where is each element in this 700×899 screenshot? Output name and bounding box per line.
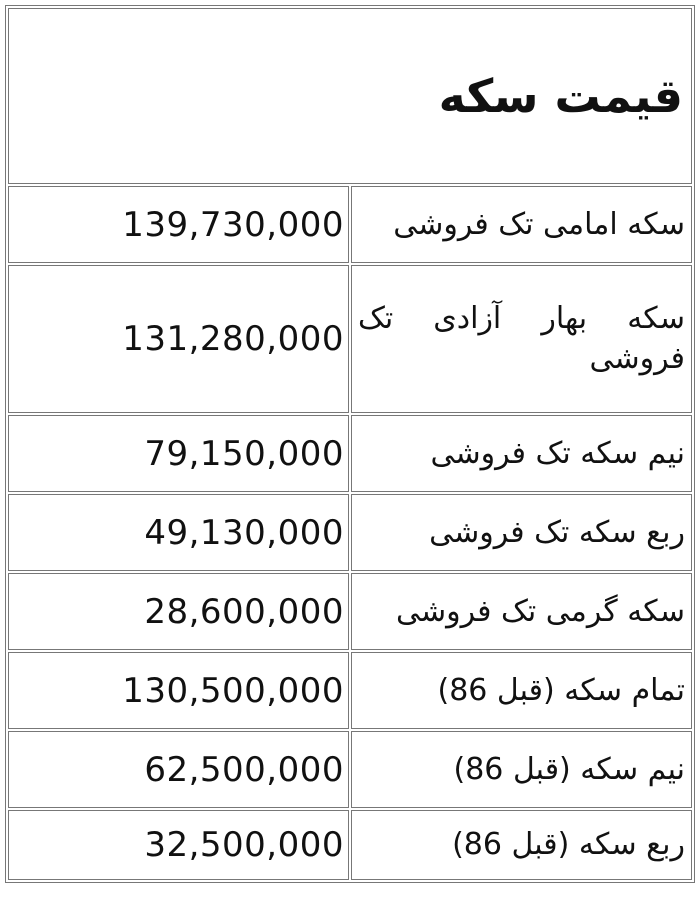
coin-price: 131,280,000 xyxy=(8,265,349,413)
coin-name: سکه امامی تک فروشی xyxy=(351,186,692,263)
coin-name: نیم سکه تک فروشی xyxy=(351,415,692,492)
coin-price: 62,500,000 xyxy=(8,731,349,808)
table-row xyxy=(8,415,692,492)
coin-name: ربع سکه (قبل 86) xyxy=(351,810,692,880)
coin-price: 139,730,000 xyxy=(8,186,349,263)
coin-price-table-frame xyxy=(5,5,695,883)
coin-price: 49,130,000 xyxy=(8,494,349,571)
table-row xyxy=(8,265,692,413)
table-row xyxy=(8,494,692,571)
coin-name: ربع سکه تک فروشی xyxy=(351,494,692,571)
table-title: قیمت سکه xyxy=(8,8,692,184)
coin-price: 79,150,000 xyxy=(8,415,349,492)
coin-name: تمام سکه (قبل 86) xyxy=(351,652,692,729)
table-row xyxy=(8,573,692,650)
table-row xyxy=(8,810,692,880)
coin-name: سکه بهار آزادی تک فروشی xyxy=(351,265,692,413)
coin-price: 130,500,000 xyxy=(8,652,349,729)
coin-price: 32,500,000 xyxy=(8,810,349,880)
coin-price-table xyxy=(6,6,694,882)
table-row xyxy=(8,731,692,808)
coin-name: نیم سکه (قبل 86) xyxy=(351,731,692,808)
coin-price: 28,600,000 xyxy=(8,573,349,650)
table-row xyxy=(8,652,692,729)
title-row xyxy=(8,8,692,184)
table-row xyxy=(8,186,692,263)
coin-name: سکه گرمی تک فروشی xyxy=(351,573,692,650)
